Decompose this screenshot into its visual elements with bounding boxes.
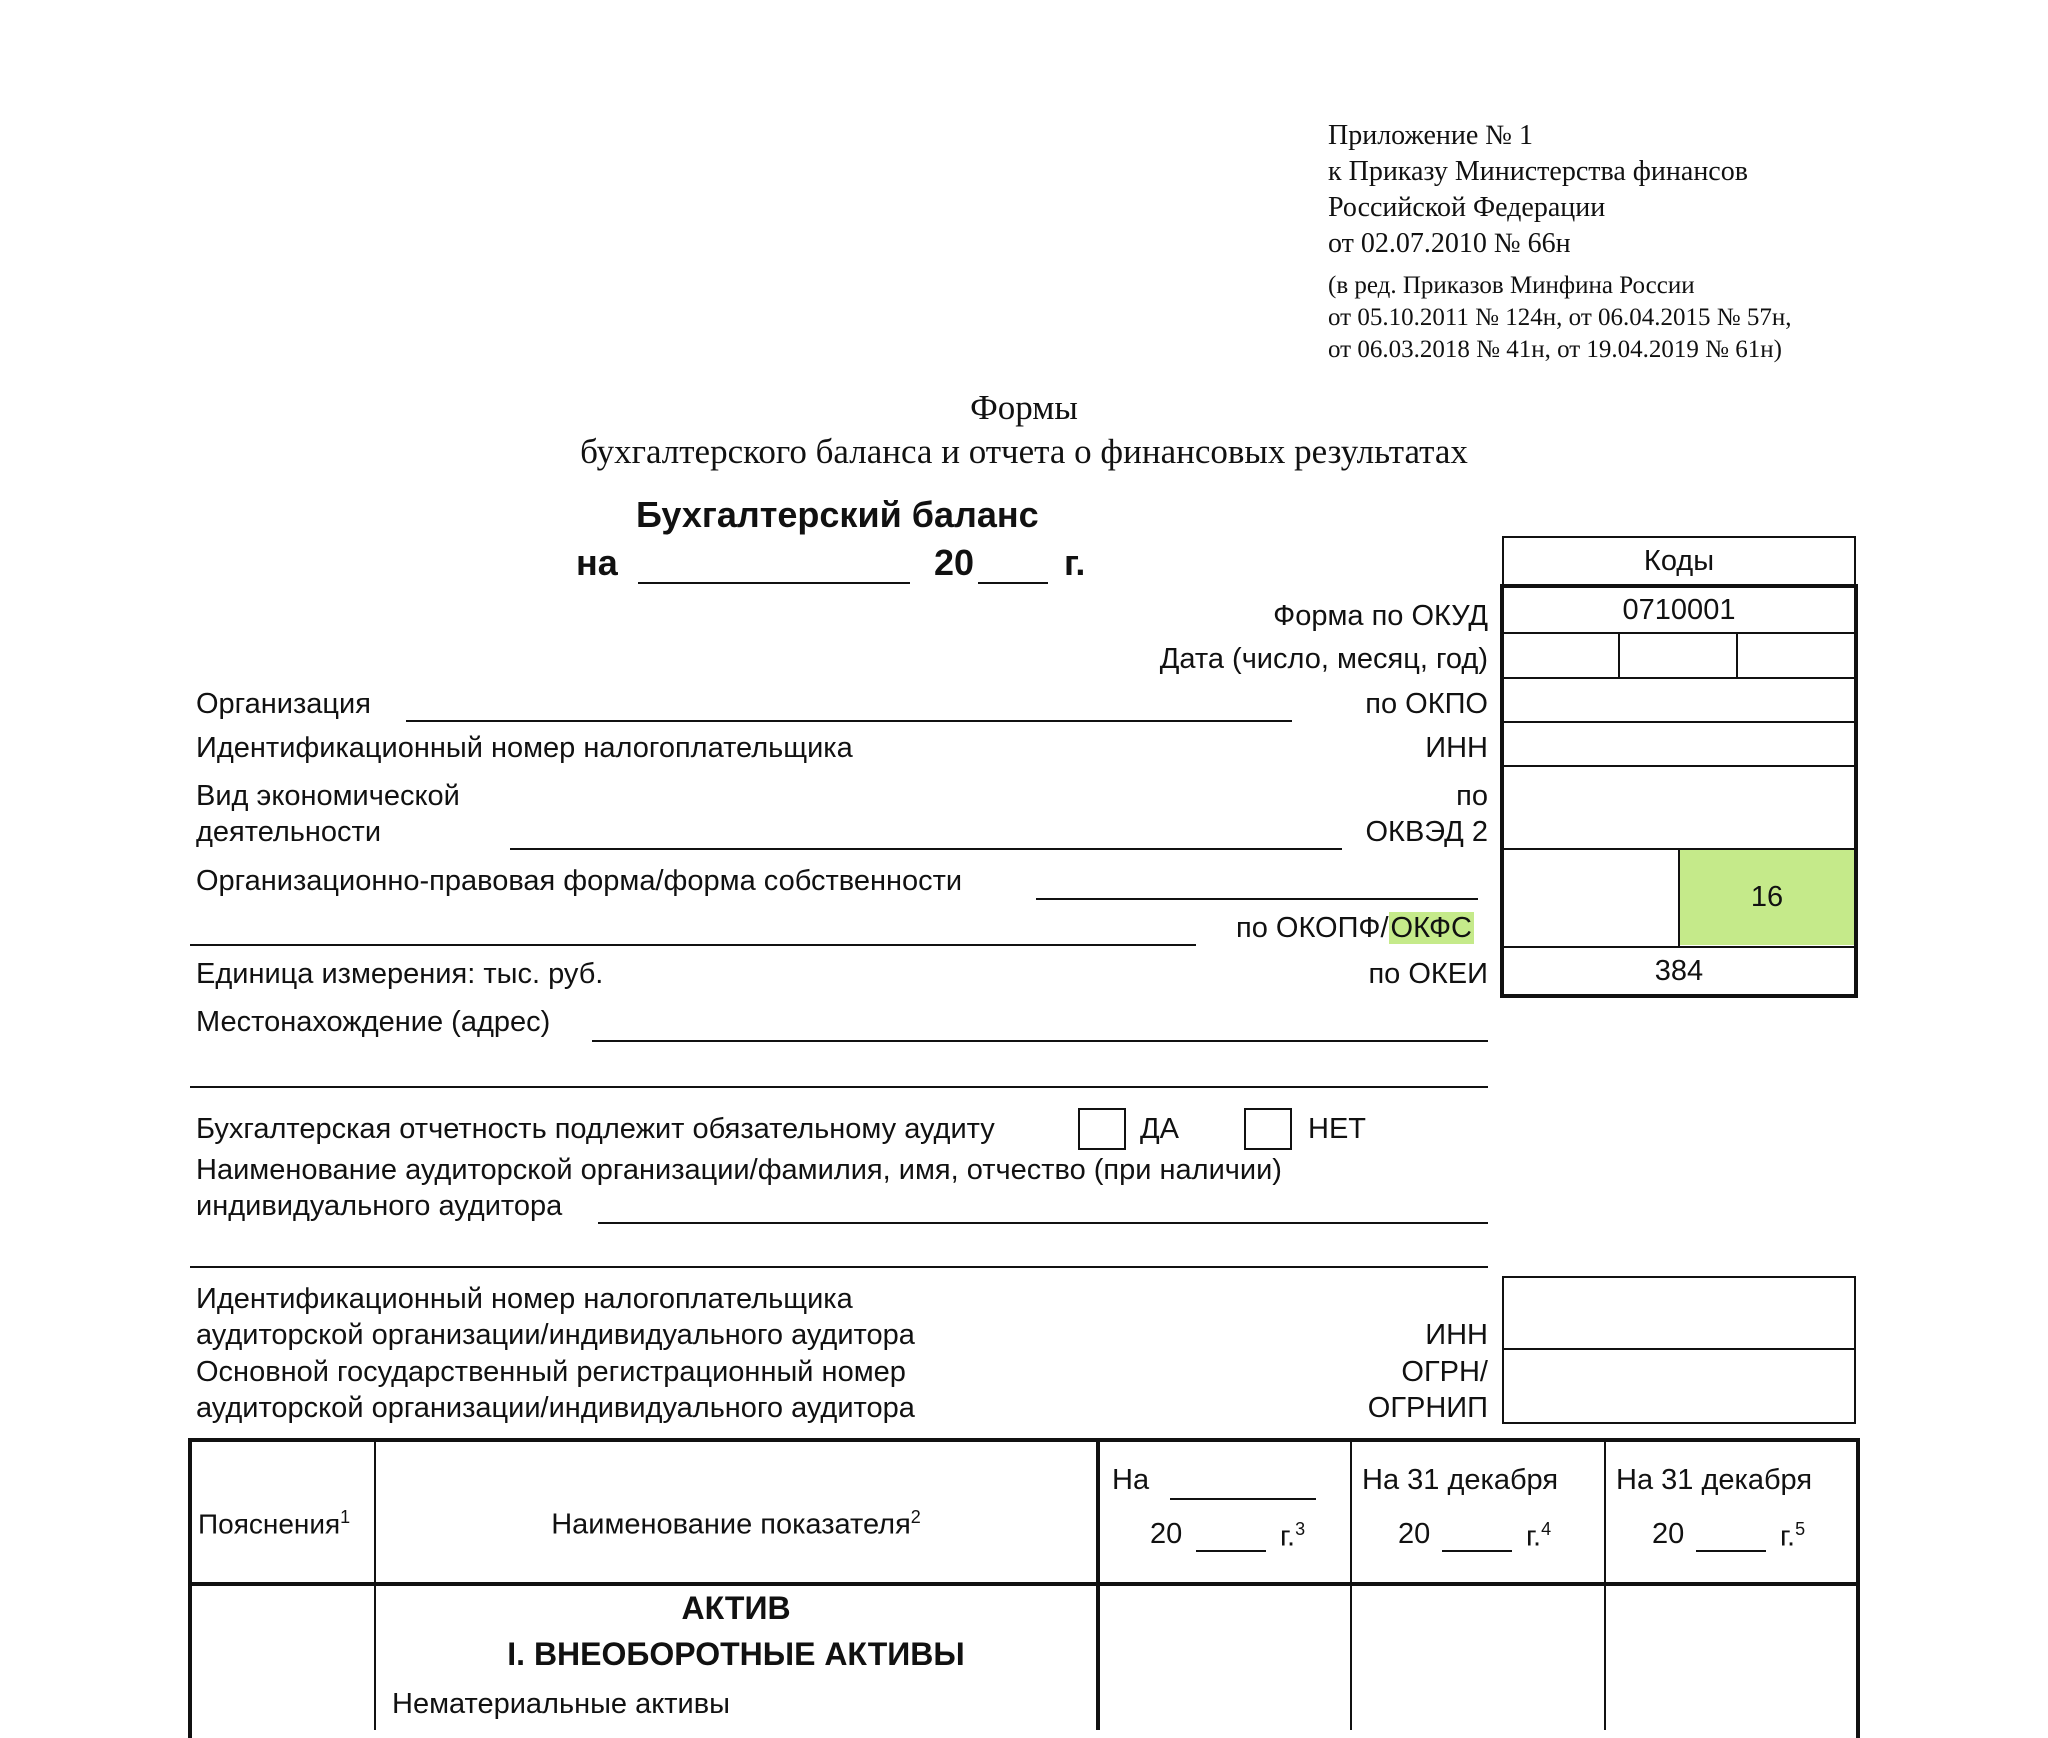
inn-cell[interactable]	[1504, 723, 1854, 764]
unit-label: Единица измерения: тыс. руб.	[196, 958, 604, 990]
col-period-sup: 3	[1295, 1519, 1306, 1539]
audit-no-label: НЕТ	[1308, 1113, 1366, 1145]
col-period-na: На	[1112, 1464, 1150, 1496]
row-intangible-assets: Нематериальные активы	[392, 1688, 730, 1720]
okud-value: 0710001	[1622, 593, 1736, 626]
okpo-label: по ОКПО	[1365, 688, 1488, 720]
col-dec2-g	[1780, 1520, 1805, 1552]
taxpayer-id-label: Идентификационный номер налогоплательщика	[196, 732, 853, 764]
revision-note-line: от 06.03.2018 № 41н, от 19.04.2019 № 61н)	[1328, 336, 1782, 363]
balance-date-na: на	[576, 542, 618, 583]
col-dec1-year: 20	[1398, 1518, 1431, 1550]
audit-yes-label: ДА	[1140, 1113, 1179, 1145]
location-field[interactable]	[592, 1040, 1488, 1042]
col-dec1-g-label: г.	[1526, 1520, 1542, 1553]
auditor-ogrn-code-label-2: ОГРНИП	[1367, 1392, 1488, 1424]
activity-label-1: Вид экономической	[196, 780, 460, 812]
okei-label: по ОКЕИ	[1368, 958, 1488, 990]
auditor-ogrn-cell[interactable]	[1502, 1348, 1856, 1424]
col-period-year-field[interactable]	[1196, 1550, 1266, 1552]
col-dec2-header: На 31 декабря	[1616, 1464, 1813, 1496]
revision-note-line: (в ред. Приказов Минфина России	[1328, 272, 1695, 299]
okopf-label-text: по ОКОПФ/	[1236, 912, 1389, 944]
col-name-sup: 2	[910, 1507, 921, 1527]
col-notes-header	[198, 1508, 350, 1538]
okfs-value: 16	[1680, 850, 1854, 945]
legal-form-field-2[interactable]	[190, 944, 1196, 946]
okopf-cell[interactable]	[1504, 850, 1677, 945]
okved-label-2: ОКВЭД 2	[1365, 816, 1488, 848]
col-period-date-field[interactable]	[1170, 1498, 1316, 1500]
auditor-ogrn-code-label-1: ОГРН/	[1401, 1356, 1488, 1388]
col-dec2-year: 20	[1652, 1518, 1685, 1550]
auditor-inn-label-1: Идентификационный номер налогоплательщика	[196, 1283, 853, 1315]
table-header-divider	[190, 1582, 1858, 1586]
header-note-line: Российской Федерации	[1328, 192, 1606, 223]
header-note-line: Приложение № 1	[1328, 120, 1533, 151]
auditor-name-field[interactable]	[598, 1222, 1488, 1224]
section-active: АКТИВ	[681, 1590, 791, 1626]
revision-note	[1328, 270, 1791, 366]
codes-header-cell	[1502, 536, 1856, 586]
okpo-cell[interactable]	[1504, 679, 1854, 720]
forms-title-line: Формы	[970, 388, 1078, 427]
col-period-g	[1280, 1520, 1305, 1552]
auditor-name-field-2[interactable]	[190, 1266, 1488, 1268]
auditor-inn-code-label: ИНН	[1425, 1319, 1488, 1351]
activity-field[interactable]	[510, 848, 1342, 850]
organization-label: Организация	[196, 688, 371, 720]
balance-date-year: 20	[934, 542, 975, 583]
col-dec1-year-field[interactable]	[1442, 1550, 1512, 1552]
col-period-g-label: г.	[1280, 1520, 1296, 1553]
location-label: Местонахождение (адрес)	[196, 1006, 551, 1038]
okopf-label	[1236, 914, 1474, 943]
header-note-line: к Приказу Министерства финансов	[1328, 156, 1748, 187]
auditor-inn-cell[interactable]	[1502, 1276, 1856, 1350]
forms-title	[0, 386, 2048, 474]
date-month-cell[interactable]	[1620, 634, 1734, 676]
col-dec2-sup: 5	[1795, 1519, 1806, 1539]
organization-field[interactable]	[406, 720, 1292, 722]
audit-yes-checkbox[interactable]	[1078, 1108, 1126, 1150]
section-noncurrent: I. ВНЕОБОРОТНЫЕ АКТИВЫ	[507, 1636, 965, 1672]
codes-header: Коды	[1643, 544, 1715, 577]
auditor-inn-label-2: аудиторской организации/индивидуального аудитора	[196, 1319, 915, 1351]
activity-label-2: деятельности	[196, 816, 382, 848]
col-dec1-sup: 4	[1541, 1519, 1552, 1539]
okved-cell[interactable]	[1504, 767, 1854, 847]
col-dec2-year-field[interactable]	[1696, 1550, 1766, 1552]
date-day-cell[interactable]	[1504, 634, 1616, 676]
auditor-ogrn-label-2: аудиторской организации/индивидуального аудитора	[196, 1392, 915, 1424]
header-note-line: от 02.07.2010 № 66н	[1328, 228, 1571, 259]
okfs-label: ОКФС	[1390, 912, 1472, 944]
col-dec1-g	[1526, 1520, 1551, 1552]
okud-label: Форма по ОКУД	[1273, 600, 1488, 632]
col-period-year: 20	[1150, 1518, 1183, 1550]
col-dec2-g-label: г.	[1780, 1520, 1796, 1553]
col-name-label: Наименование показателя	[551, 1508, 911, 1541]
col-notes-sup: 1	[340, 1507, 351, 1527]
revision-note-line: от 05.10.2011 № 124н, от 06.04.2015 № 57н,	[1328, 304, 1792, 331]
page-title: Бухгалтерский баланс	[636, 494, 1039, 535]
legal-form-label: Организационно-правовая форма/форма собственности	[196, 865, 963, 897]
col-name-header	[376, 1508, 1096, 1540]
balance-date-year-field[interactable]	[978, 582, 1048, 584]
location-field-2[interactable]	[190, 1086, 1488, 1088]
okved-label-1: по	[1456, 780, 1488, 812]
header-note	[1328, 118, 1748, 262]
auditor-name-label-2: индивидуального аудитора	[196, 1190, 563, 1222]
balance-date-day-field[interactable]	[638, 582, 910, 584]
col-notes-label: Пояснения	[198, 1508, 341, 1540]
balance-date-g: г.	[1064, 542, 1086, 583]
forms-title-line: бухгалтерского баланса и отчета о финансовых результатах	[580, 432, 1468, 471]
legal-form-field[interactable]	[1036, 898, 1478, 900]
okei-value: 384	[1654, 954, 1704, 987]
date-year-cell[interactable]	[1738, 634, 1854, 676]
date-label: Дата (число, месяц, год)	[1159, 643, 1488, 675]
auditor-ogrn-label-1: Основной государственный регистрационный номер	[196, 1356, 906, 1388]
auditor-name-label-1: Наименование аудиторской организации/фамилия, имя, отчество (при наличии)	[196, 1154, 1282, 1186]
inn-label: ИНН	[1425, 732, 1488, 764]
audit-no-checkbox[interactable]	[1244, 1108, 1292, 1150]
audit-mandatory-label: Бухгалтерская отчетность подлежит обязательному аудиту	[196, 1113, 995, 1145]
col-dec1-header: На 31 декабря	[1362, 1464, 1559, 1496]
